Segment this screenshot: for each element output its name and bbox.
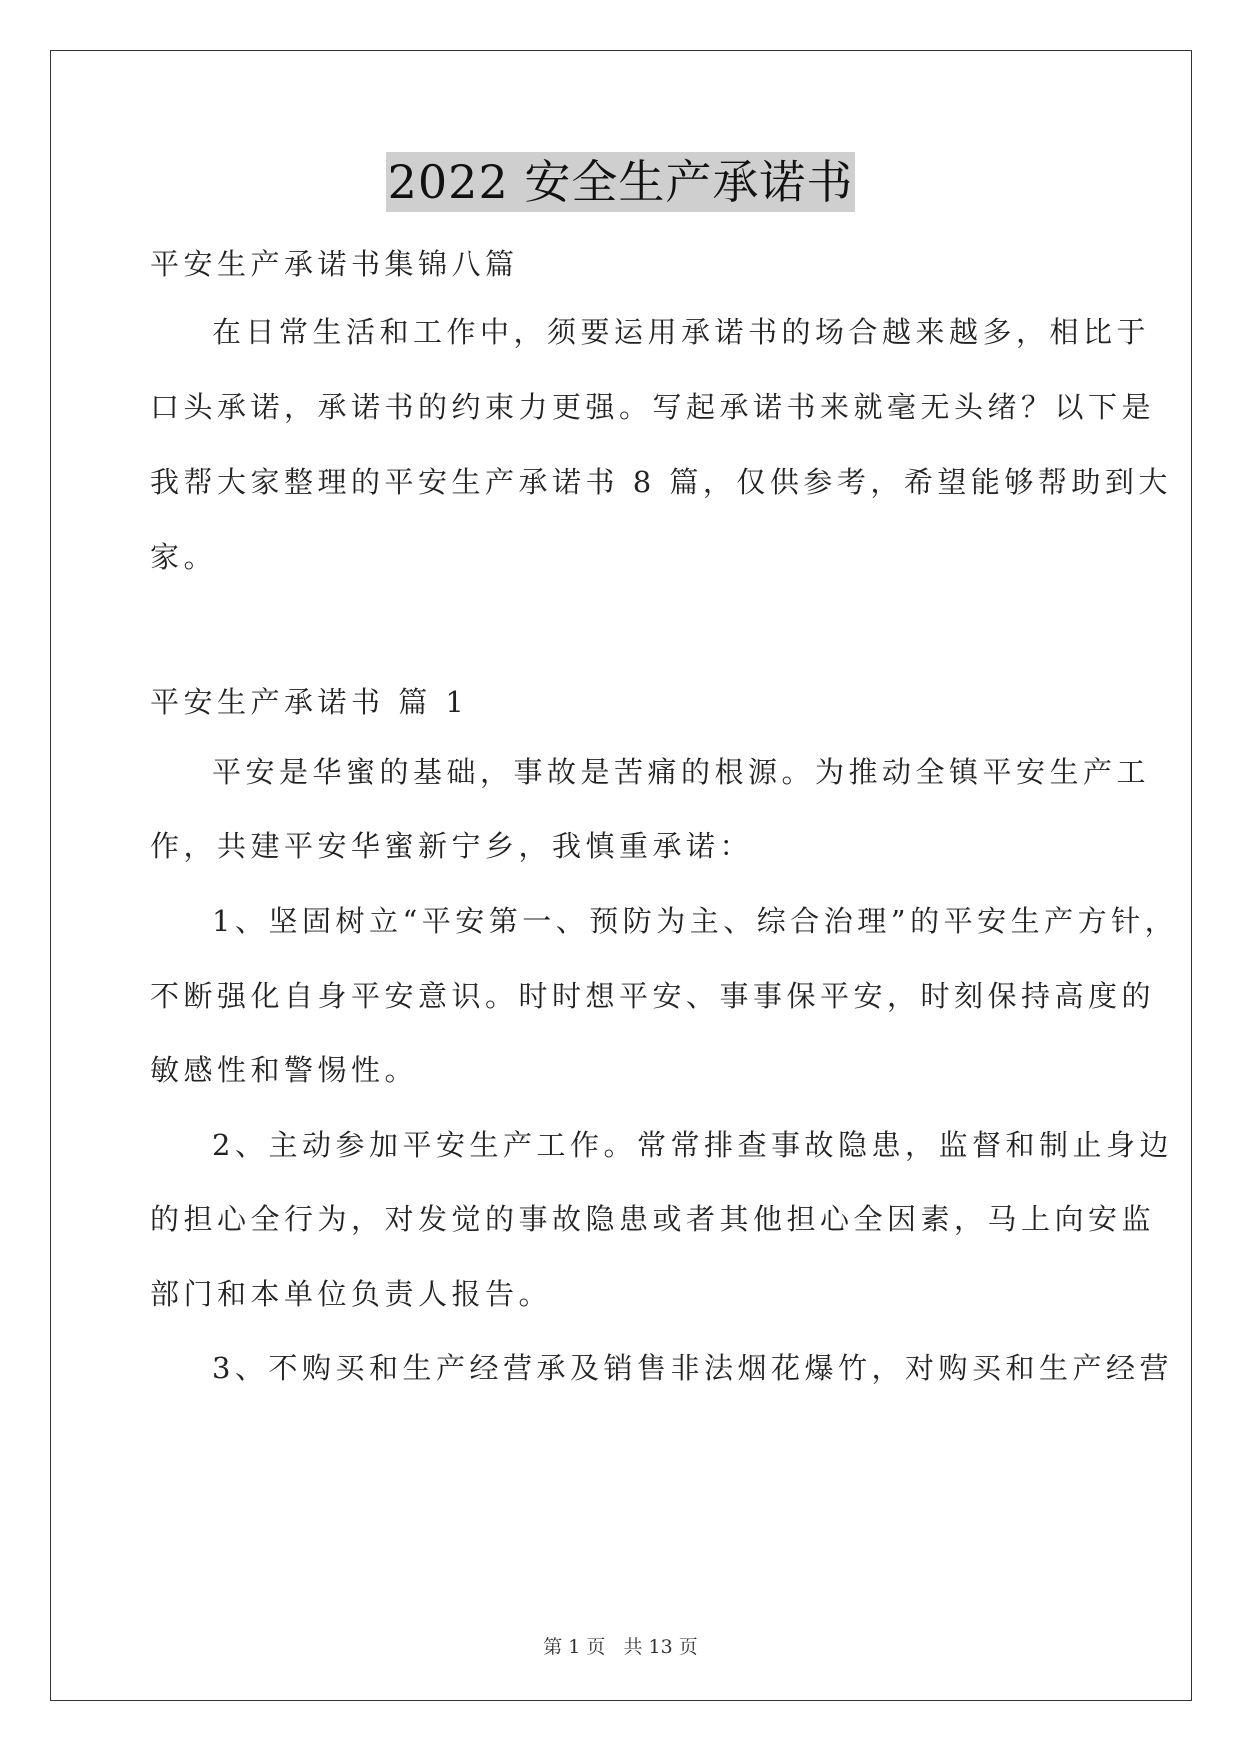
page-footer [0, 1632, 1241, 1659]
paragraph-line: 口头承诺，承诺书的约束力更强。写起承诺书来就毫无头绪？以下是 [150, 390, 1156, 424]
paragraph-line: 作，共建平安华蜜新宁乡，我慎重承诺： [150, 829, 754, 863]
title-container [0, 152, 1241, 212]
paragraph-line: 在日常生活和工作中，须要运用承诺书的场合越来越多，相比于 [212, 315, 1151, 349]
paragraph-line: 2、主动参加平安生产工作。常常排查事故隐患，监督和制止身边 [212, 1128, 1173, 1162]
paragraph-line: 家。 [150, 540, 218, 574]
paragraph-line: 平安是华蜜的基础，事故是苦痛的根源。为推动全镇平安生产工 [212, 755, 1151, 789]
paragraph-line: 3、不购买和生产经营承及销售非法烟花爆竹，对购买和生产经营 [212, 1351, 1173, 1385]
paragraph-line: 部门和本单位负责人报告。 [150, 1277, 553, 1311]
paragraph-line: 1、坚固树立“平安第一、预防为主、综合治理”的平安生产方针， [212, 904, 1179, 938]
paragraph-line: 敏感性和警惕性。 [150, 1053, 419, 1087]
page-border [50, 50, 1192, 1701]
section-heading: 平安生产承诺书 篇 1 [150, 685, 469, 719]
page-number: 第 1 页 [543, 1636, 606, 1658]
paragraph-line: 不断强化自身平安意识。时时想平安、事事保平安，时刻保持高度的 [150, 979, 1156, 1013]
page-total: 共 13 页 [623, 1636, 698, 1658]
subtitle-line: 平安生产承诺书集锦八篇 [150, 247, 519, 281]
paragraph-line: 我帮大家整理的平安生产承诺书 8 篇，仅供参考，希望能够帮助到大 [150, 465, 1172, 499]
paragraph-line: 的担心全行为，对发觉的事故隐患或者其他担心全因素，马上向安监 [150, 1202, 1156, 1236]
document-title: 2022 安全生产承诺书 [386, 152, 856, 212]
